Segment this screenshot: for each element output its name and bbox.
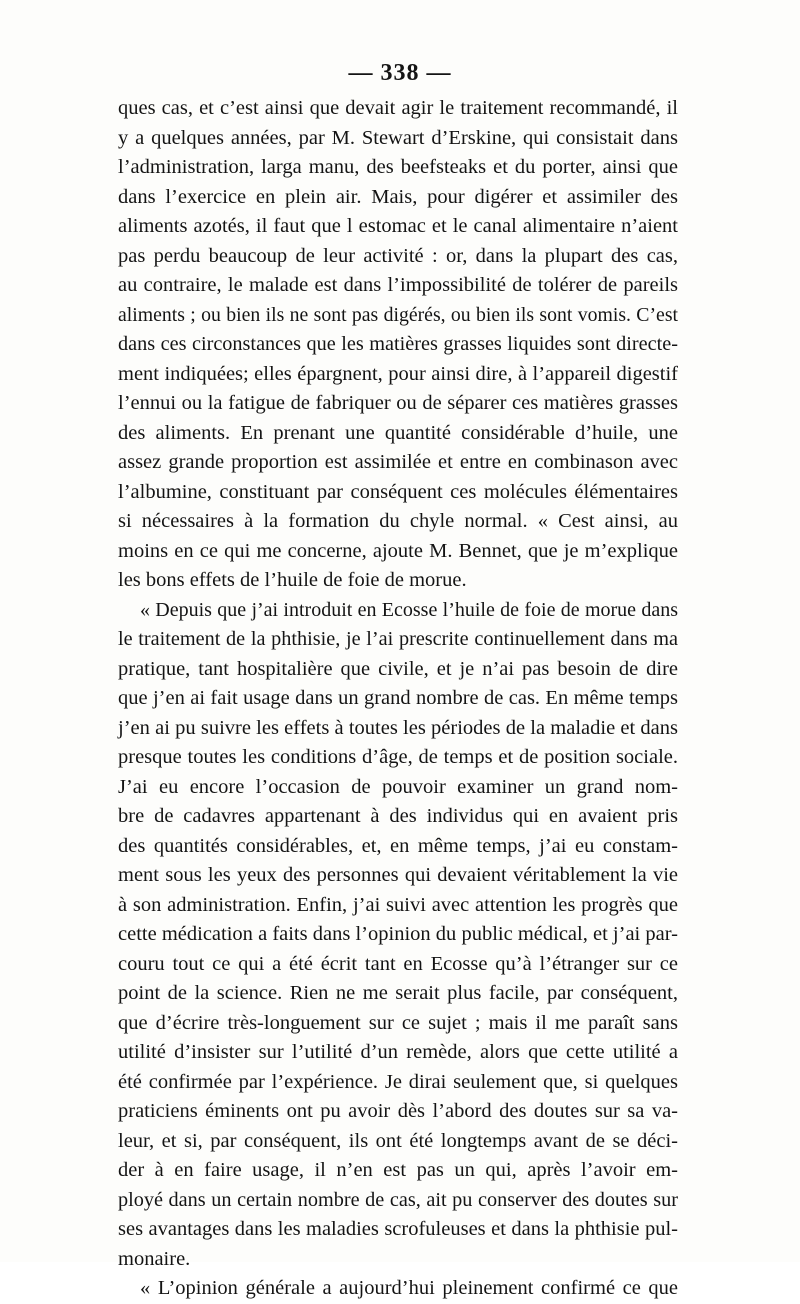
text-line: J’ai eu encore l’occasion de pouvoir examiner un grand nom-: [118, 775, 678, 798]
text-line: ment indiquées; elles épargnent, pour ainsi dire, à l’appareil digestif: [118, 362, 678, 385]
text-line: assez grande proportion est assimilée et entre en combinason avec: [118, 451, 678, 473]
body-text: [118, 94, 678, 1304]
text-line: l’ennui ou la fatigue de fabriquer ou de séparer ces matières grasses: [118, 392, 678, 414]
text-line: leur, et si, par conséquent, ils ont été longtemps avant de se déci-: [118, 1129, 678, 1152]
text-line: dans ces circonstances que les matières grasses liquides sont directe-: [118, 333, 678, 355]
text-line: y a quelques années, par M. Stewart d’Erskine, qui consistait dans: [118, 126, 678, 149]
text-line: bre de cadavres appartenant à des individus qui en avaient pris: [118, 805, 678, 827]
page-number: — 338 —: [348, 60, 452, 86]
text-line: que d’écrire très-longuement sur ce sujet ; mais il me paraît sans: [118, 1011, 678, 1034]
text-line: ment sous les yeux des personnes qui devaient véritablement la vie: [118, 864, 678, 886]
text-line: si nécessaires à la formation du chyle normal. « Cest ainsi, au: [118, 510, 678, 532]
text-line: pratique, tant hospitalière que civile, et je n’ai pas besoin de dire: [118, 657, 678, 680]
text-line: ployé dans un certain nombre de cas, ait pu conserver des doutes sur: [118, 1188, 678, 1211]
text-line: été confirmée par l’expérience. Je dirai seulement que, si quelques: [118, 1070, 678, 1093]
paragraph-end-line: les bons effets de l’huile de foie de morue.: [118, 569, 467, 591]
text-line: l’administration, larga manu, des beefsteaks et du porter, ainsi que: [118, 156, 678, 178]
text-line: des quantités considérables, et, en même temps, j’ai eu constam-: [118, 834, 678, 857]
text-line: presque toutes les conditions d’âge, de temps et de position sociale.: [118, 746, 678, 768]
text-line: praticiens éminents ont pu avoir dès l’abord des doutes sur sa va-: [118, 1100, 678, 1122]
text-line: point de la science. Rien ne me serait plus facile, par conséquent,: [118, 982, 678, 1004]
text-line: des aliments. En prenant une quantité considérable d’huile, une: [118, 421, 678, 444]
text-line: moins en ce qui me concerne, ajoute M. Bennet, que je m’explique: [118, 539, 678, 562]
text-line: pas perdu beaucoup de leur activité : or, dans la plupart des cas,: [118, 244, 678, 267]
text-line: couru tout ce qui a été écrit tant en Ecosse qu’à l’étranger sur ce: [118, 952, 678, 975]
text-line: aliments ; ou bien ils ne sont pas digérés, ou bien ils sont vomis. C’est: [118, 303, 678, 326]
paragraph-start-line: « L’opinion générale a aujourd’hui pleinement confirmé ce que: [140, 1277, 678, 1299]
text-line: que j’en ai fait usage dans un grand nombre de cas. En même temps: [118, 687, 678, 709]
text-line: ses avantages dans les maladies scrofuleuses et dans la phthisie pul-: [118, 1218, 678, 1240]
text-line: cette médication a faits dans l’opinion du public médical, et j’ai par-: [118, 923, 678, 945]
text-line: l’albumine, constituant par conséquent ces molécules élémentaires: [118, 480, 678, 503]
text-line: au contraire, le malade est dans l’impossibilité de tolérer de pareils: [118, 274, 678, 296]
text-line: ques cas, et c’est ainsi que devait agir le traitement recommandé, il: [118, 97, 678, 119]
text-line: à son administration. Enfin, j’ai suivi avec attention les progrès que: [118, 893, 678, 916]
text-line: le traitement de la phthisie, je l’ai prescrite continuellement dans ma: [118, 628, 678, 650]
text-line: utilité d’insister sur l’utilité d’un remède, alors que cette utilité a: [118, 1041, 678, 1063]
text-line: aliments azotés, il faut que l estomac et le canal alimentaire n’aient: [118, 215, 678, 237]
paragraph-end-line: monaire.: [118, 1247, 191, 1270]
paragraph-start-line: « Depuis que j’ai introduit en Ecosse l’huile de foie de morue dans: [140, 598, 678, 621]
text-line: der à en faire usage, il n’en est pas un qui, après l’avoir em-: [118, 1159, 678, 1181]
text-line: j’en ai pu suivre les effets à toutes les périodes de la maladie et dans: [118, 716, 678, 739]
text-line: dans l’exercice en plein air. Mais, pour digérer et assimiler des: [118, 185, 678, 208]
